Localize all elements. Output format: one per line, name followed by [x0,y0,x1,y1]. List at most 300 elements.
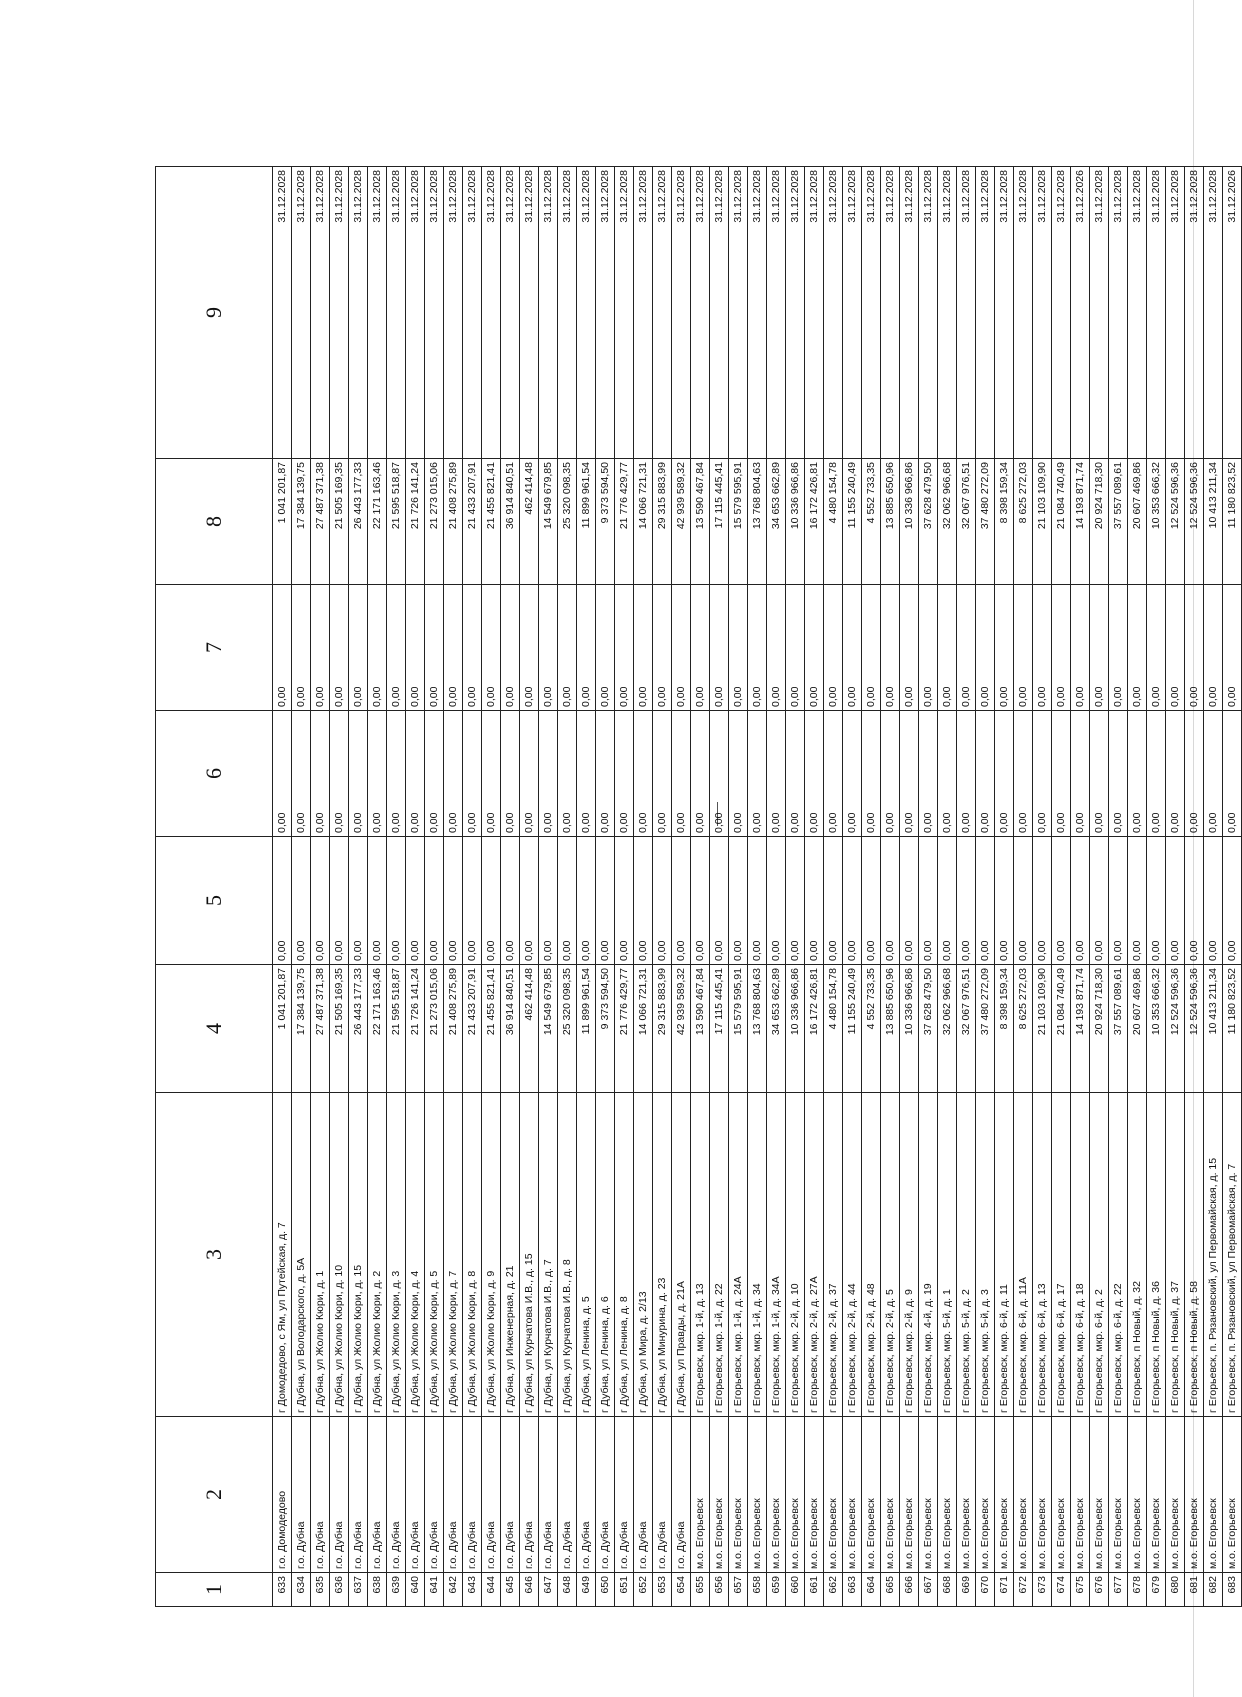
cell-row-number: 633 [273,1573,292,1607]
table-row [482,167,501,1607]
cell-amount-total: 4 480 154,78 [824,965,843,1093]
cell-municipality: м.о. Егорьевск [900,1417,919,1573]
cell-row-number: 647 [539,1573,558,1607]
cell-amount-col7: 0,00 [653,585,672,711]
cell-amount-total: 26 443 177,33 [349,965,368,1093]
cell-amount-col5: 0,00 [729,837,748,965]
cell-amount-total: 21 433 207,91 [463,965,482,1093]
table-row [425,167,444,1607]
cell-deadline-date: 31.12.2028 [957,167,976,459]
cell-deadline-date: 31.12.2028 [596,167,615,459]
cell-amount-col5: 0,00 [311,837,330,965]
cell-amount-total: 21 505 169,35 [330,965,349,1093]
cell-municipality: г.о. Дубна [311,1417,330,1573]
cell-municipality: г.о. Дубна [653,1417,672,1573]
cell-address: г Дубна, ул Курчатова И.В., д. 8 [558,1093,577,1417]
table-row [710,167,729,1607]
cell-row-number: 663 [843,1573,862,1607]
cell-row-number: 665 [881,1573,900,1607]
cell-amount-col6: 0,00 [273,711,292,837]
cell-amount-col5: 0,00 [1166,837,1185,965]
cell-address: г Егорьевск, мкр. 5-й, д. 2 [957,1093,976,1417]
cell-amount-col5: 0,00 [444,837,463,965]
cell-amount-total: 12 524 596,36 [1185,965,1204,1093]
cell-address: г Дубна, ул Жолио Кюри, д. 9 [482,1093,501,1417]
cell-deadline-date: 31.12.2028 [1147,167,1166,459]
cell-amount-total: 8 625 272,03 [1014,965,1033,1093]
cell-amount-total: 37 628 479,50 [919,965,938,1093]
cell-amount-col5: 0,00 [862,837,881,965]
cell-address: г Егорьевск, п. Рязановский, ул Первомайская, д. 15 [1204,1093,1223,1417]
cell-amount-col5: 0,00 [691,837,710,965]
cell-row-number: 662 [824,1573,843,1607]
cell-address: г Дубна, ул Жолио Кюри, д. 15 [349,1093,368,1417]
cell-row-number: 682 [1204,1573,1223,1607]
cell-amount-col8: 14 193 871,74 [1071,459,1090,585]
header-row [156,167,273,1607]
table-row [805,167,824,1607]
cell-amount-total: 4 552 733,35 [862,965,881,1093]
cell-amount-col8: 42 939 589,32 [672,459,691,585]
cell-amount-col5: 0,00 [425,837,444,965]
cell-row-number: 677 [1109,1573,1128,1607]
cell-deadline-date: 31.12.2028 [767,167,786,459]
column-header-1: 1 [156,1573,273,1607]
cell-municipality: г.о. Дубна [425,1417,444,1573]
cell-address: г Дубна, ул Жолио Кюри, д. 1 [311,1093,330,1417]
cell-amount-col7: 0,00 [577,585,596,711]
cell-amount-total: 21 084 740,49 [1052,965,1071,1093]
cell-deadline-date: 31.12.2026 [1071,167,1090,459]
cell-row-number: 635 [311,1573,330,1607]
cell-amount-col8: 8 625 272,03 [1014,459,1033,585]
cell-row-number: 637 [349,1573,368,1607]
cell-deadline-date: 31.12.2028 [672,167,691,459]
cell-amount-col8: 17 384 139,75 [292,459,311,585]
cell-amount-col8: 14 066 721,31 [634,459,653,585]
table-row [520,167,539,1607]
table-row [957,167,976,1607]
cell-amount-col8: 27 487 371,38 [311,459,330,585]
cell-deadline-date: 31.12.2028 [862,167,881,459]
column-header-2: 2 [156,1417,273,1573]
table-row [824,167,843,1607]
cell-amount-col7: 0,00 [1147,585,1166,711]
cell-amount-col5: 0,00 [330,837,349,965]
cell-municipality: г.о. Дубна [463,1417,482,1573]
cell-amount-col5: 0,00 [976,837,995,965]
cell-amount-col6: 0,00 [729,711,748,837]
cell-row-number: 679 [1147,1573,1166,1607]
cell-amount-col6: 0,00 [824,711,843,837]
cell-amount-col7: 0,00 [900,585,919,711]
cell-amount-col6: 0,00 [862,711,881,837]
cell-amount-col7: 0,00 [1223,585,1242,711]
cell-deadline-date: 31.12.2028 [976,167,995,459]
cell-amount-col6: 0,00 [843,711,862,837]
cell-deadline-date: 31.12.2028 [710,167,729,459]
cell-amount-col5: 0,00 [1033,837,1052,965]
cell-deadline-date: 31.12.2028 [1185,167,1204,459]
cell-address: г Егорьевск, мкр. 6-й, д. 17 [1052,1093,1071,1417]
cell-municipality: м.о. Егорьевск [824,1417,843,1573]
cell-deadline-date: 31.12.2028 [1109,167,1128,459]
cell-address: г Дубна, ул Жолио Кюри, д. 3 [387,1093,406,1417]
cell-amount-col5: 0,00 [520,837,539,965]
cell-amount-col6: 0,00 [691,711,710,837]
cell-address: г Егорьевск, мкр. 6-й, д. 13 [1033,1093,1052,1417]
cell-address: г Дубна, ул Жолио Кюри, д. 2 [368,1093,387,1417]
cell-deadline-date: 31.12.2028 [558,167,577,459]
cell-municipality: г.о. Дубна [406,1417,425,1573]
cell-deadline-date: 31.12.2028 [387,167,406,459]
cell-amount-col8: 1 041 201,87 [273,459,292,585]
cell-amount-col6: 0,00 [539,711,558,837]
cell-municipality: г.о. Домодедово [273,1417,292,1573]
cell-amount-total: 17 115 445,41 [710,965,729,1093]
cell-amount-total: 14 193 871,74 [1071,965,1090,1093]
cell-amount-col8: 9 373 594,50 [596,459,615,585]
cell-amount-total: 21 103 109,90 [1033,965,1052,1093]
cell-amount-col6: 0,00 [1223,711,1242,837]
table-row [767,167,786,1607]
cell-amount-col5: 0,00 [463,837,482,965]
column-header-6: 6 [156,711,273,837]
cell-amount-col5: 0,00 [1185,837,1204,965]
cell-amount-col7: 0,00 [311,585,330,711]
cell-deadline-date: 31.12.2028 [292,167,311,459]
cell-municipality: м.о. Егорьевск [1128,1417,1147,1573]
cell-municipality: м.о. Егорьевск [786,1417,805,1573]
cell-amount-col6: 0,00 [1147,711,1166,837]
cell-municipality: г.о. Дубна [634,1417,653,1573]
cell-address: г Дубна, ул Курчатова И.В., д. 15 [520,1093,539,1417]
cell-deadline-date: 31.12.2028 [634,167,653,459]
cell-deadline-date: 31.12.2028 [843,167,862,459]
cell-address: г Егорьевск, мкр. 2-й, д. 5 [881,1093,900,1417]
cell-address: г Егорьевск, мкр. 5-й, д. 3 [976,1093,995,1417]
document-sheet [155,167,1238,1607]
cell-row-number: 673 [1033,1573,1052,1607]
cell-amount-col7: 0,00 [881,585,900,711]
cell-address: г Егорьевск, мкр. 2-й, д. 44 [843,1093,862,1417]
cell-amount-col5: 0,00 [273,837,292,965]
cell-municipality: м.о. Егорьевск [691,1417,710,1573]
cell-address: г Дубна, ул Жолио Кюри, д. 8 [463,1093,482,1417]
table-row [406,167,425,1607]
cell-deadline-date: 31.12.2028 [729,167,748,459]
cell-municipality: м.о. Егорьевск [710,1417,729,1573]
cell-address: г Егорьевск, п Новый, д. 36 [1147,1093,1166,1417]
cell-row-number: 642 [444,1573,463,1607]
cell-amount-col6: 0,00 [349,711,368,837]
cell-deadline-date: 31.12.2028 [406,167,425,459]
cell-amount-col6: 0,00 [995,711,1014,837]
cell-amount-col8: 10 353 666,32 [1147,459,1166,585]
cell-amount-col7: 0,00 [539,585,558,711]
cell-row-number: 674 [1052,1573,1071,1607]
cell-amount-col7: 0,00 [786,585,805,711]
cell-amount-col5: 0,00 [634,837,653,965]
cell-municipality: г.о. Дубна [520,1417,539,1573]
cell-amount-col8: 22 171 163,46 [368,459,387,585]
cell-municipality: м.о. Егорьевск [1147,1417,1166,1573]
cell-address: г Домодедово, с Ям, ул Путейская, д. 7 [273,1093,292,1417]
cell-address: г Дубна, ул Минурина, д. 23 [653,1093,672,1417]
column-header-3: 3 [156,1093,273,1417]
cell-amount-col5: 0,00 [824,837,843,965]
cell-amount-total: 12 524 596,36 [1166,965,1185,1093]
cell-address: г Егорьевск, мкр. 1-й, д. 34 [748,1093,767,1417]
cell-amount-col6: 0,00 [596,711,615,837]
cell-amount-col5: 0,00 [387,837,406,965]
table-row [843,167,862,1607]
cell-amount-col6: 0,00 [767,711,786,837]
cell-amount-total: 9 373 594,50 [596,965,615,1093]
table-row [748,167,767,1607]
cell-amount-col8: 20 607 469,86 [1128,459,1147,585]
cell-amount-col6: 0,00 [387,711,406,837]
cell-address: г Дубна, ул Жолио Кюри, д. 4 [406,1093,425,1417]
cell-amount-col8: 34 653 662,89 [767,459,786,585]
cell-row-number: 660 [786,1573,805,1607]
cell-amount-col5: 0,00 [558,837,577,965]
table-row [1166,167,1185,1607]
table-row [558,167,577,1607]
cell-municipality: г.о. Дубна [387,1417,406,1573]
cell-address: г Егорьевск, мкр. 2-й, д. 37 [824,1093,843,1417]
table-row [919,167,938,1607]
cell-amount-col8: 20 924 718,30 [1090,459,1109,585]
cell-municipality: м.о. Егорьевск [805,1417,824,1573]
cell-amount-total: 13 590 467,84 [691,965,710,1093]
table-row [691,167,710,1607]
cell-deadline-date: 31.12.2028 [881,167,900,459]
cell-municipality: м.о. Егорьевск [843,1417,862,1573]
cell-municipality: м.о. Егорьевск [1071,1417,1090,1573]
cell-amount-col6: 0,00 [425,711,444,837]
cell-row-number: 661 [805,1573,824,1607]
cell-amount-col7: 0,00 [957,585,976,711]
cell-amount-col8: 21 726 141,24 [406,459,425,585]
cell-row-number: 646 [520,1573,539,1607]
cell-amount-col7: 0,00 [995,585,1014,711]
cell-address: г Дубна, ул Жолио Кюри, д. 10 [330,1093,349,1417]
cell-amount-col6: 0,00 [1014,711,1033,837]
cell-amount-col8: 21 505 169,35 [330,459,349,585]
cell-row-number: 657 [729,1573,748,1607]
cell-municipality: м.о. Егорьевск [1014,1417,1033,1573]
cell-row-number: 675 [1071,1573,1090,1607]
table-row [1204,167,1223,1607]
table-row [292,167,311,1607]
table-row [1071,167,1090,1607]
cell-amount-col8: 37 557 089,61 [1109,459,1128,585]
cell-municipality: м.о. Егорьевск [1166,1417,1185,1573]
cell-amount-col7: 0,00 [843,585,862,711]
cell-amount-total: 21 726 141,24 [406,965,425,1093]
cell-deadline-date: 31.12.2028 [995,167,1014,459]
cell-amount-col6: 0,00 [957,711,976,837]
cell-row-number: 651 [615,1573,634,1607]
table-row [634,167,653,1607]
cell-deadline-date: 31.12.2028 [330,167,349,459]
cell-amount-total: 1 041 201,87 [273,965,292,1093]
cell-address: г Егорьевск, мкр. 2-й, д. 48 [862,1093,881,1417]
cell-amount-col7: 0,00 [1128,585,1147,711]
table-row [1185,167,1204,1607]
cell-amount-col7: 0,00 [1185,585,1204,711]
cell-deadline-date: 31.12.2028 [368,167,387,459]
table-row [596,167,615,1607]
cell-deadline-date: 31.12.2028 [463,167,482,459]
cell-deadline-date: 31.12.2028 [653,167,672,459]
cell-amount-col7: 0,00 [520,585,539,711]
cell-amount-total: 21 455 821,41 [482,965,501,1093]
cell-amount-col7: 0,00 [292,585,311,711]
cell-amount-col6: 0,00 [368,711,387,837]
cell-amount-col5: 0,00 [292,837,311,965]
cell-amount-col6: 0,00 [919,711,938,837]
cell-row-number: 645 [501,1573,520,1607]
cell-amount-col5: 0,00 [1109,837,1128,965]
cell-row-number: 655 [691,1573,710,1607]
cell-amount-col8: 13 768 804,63 [748,459,767,585]
cell-amount-col6: 0,00 [653,711,672,837]
cell-amount-col5: 0,00 [349,837,368,965]
cell-amount-col8: 4 552 733,35 [862,459,881,585]
cell-amount-col8: 13 885 650,96 [881,459,900,585]
table-row [444,167,463,1607]
cell-amount-col6: 0,00 [520,711,539,837]
cell-amount-col6: 0,00 [710,711,729,837]
cell-amount-total: 10 413 211,34 [1204,965,1223,1093]
cell-municipality: г.о. Дубна [596,1417,615,1573]
cell-amount-col6: 0,00 [900,711,919,837]
table-row [672,167,691,1607]
cell-amount-col6: 0,00 [976,711,995,837]
cell-amount-col6: 0,00 [577,711,596,837]
cell-deadline-date: 31.12.2028 [748,167,767,459]
cell-municipality: г.о. Дубна [330,1417,349,1573]
cell-amount-col7: 0,00 [615,585,634,711]
cell-amount-col8: 21 408 275,89 [444,459,463,585]
cell-amount-col8: 29 315 883,99 [653,459,672,585]
cell-amount-col8: 25 320 098,35 [558,459,577,585]
cell-municipality: г.о. Дубна [349,1417,368,1573]
table-row [1052,167,1071,1607]
cell-amount-col6: 0,00 [311,711,330,837]
cell-amount-col5: 0,00 [919,837,938,965]
table-row [311,167,330,1607]
cell-amount-col6: 0,00 [672,711,691,837]
cell-amount-col5: 0,00 [596,837,615,965]
cell-amount-col6: 0,00 [615,711,634,837]
cell-amount-col7: 0,00 [729,585,748,711]
cell-row-number: 650 [596,1573,615,1607]
cell-amount-total: 20 607 469,86 [1128,965,1147,1093]
cell-address: г Егорьевск, мкр. 1-й, д. 24А [729,1093,748,1417]
table-row [976,167,995,1607]
cell-address: г Дубна, ул Курчатова И.В., д. 7 [539,1093,558,1417]
cell-amount-total: 37 557 089,61 [1109,965,1128,1093]
cell-amount-col7: 0,00 [387,585,406,711]
cell-row-number: 653 [653,1573,672,1607]
table-row [273,167,292,1607]
cell-amount-col6: 0,00 [1166,711,1185,837]
cell-municipality: м.о. Егорьевск [748,1417,767,1573]
cell-amount-col8: 10 336 966,86 [900,459,919,585]
cell-address: г Дубна, ул Мира, д. 2/13 [634,1093,653,1417]
table-row [463,167,482,1607]
cell-amount-col8: 462 414,48 [520,459,539,585]
cell-amount-col6: 0,00 [501,711,520,837]
cell-amount-col7: 0,00 [767,585,786,711]
cell-deadline-date: 31.12.2028 [805,167,824,459]
cell-amount-col7: 0,00 [425,585,444,711]
cell-amount-col6: 0,00 [786,711,805,837]
cell-row-number: 654 [672,1573,691,1607]
cell-municipality: г.о. Дубна [539,1417,558,1573]
cell-deadline-date: 31.12.2028 [919,167,938,459]
cell-amount-col5: 0,00 [767,837,786,965]
table-row [881,167,900,1607]
cell-municipality: г.о. Дубна [444,1417,463,1573]
table-row [387,167,406,1607]
table-row [653,167,672,1607]
cell-amount-total: 37 480 272,09 [976,965,995,1093]
cell-amount-col7: 0,00 [463,585,482,711]
cell-municipality: г.о. Дубна [368,1417,387,1573]
cell-amount-col8: 10 413 211,34 [1204,459,1223,585]
cell-amount-total: 25 320 098,35 [558,965,577,1093]
cell-amount-total: 13 768 804,63 [748,965,767,1093]
table-row [615,167,634,1607]
table-row [539,167,558,1607]
cell-amount-total: 14 549 679,85 [539,965,558,1093]
table-body [273,167,1242,1607]
cell-amount-total: 21 776 429,77 [615,965,634,1093]
table-row [1014,167,1033,1607]
cell-row-number: 652 [634,1573,653,1607]
cell-deadline-date: 31.12.2028 [501,167,520,459]
cell-deadline-date: 31.12.2028 [273,167,292,459]
cell-amount-col8: 10 336 966,86 [786,459,805,585]
cell-amount-total: 20 924 718,30 [1090,965,1109,1093]
cell-amount-col5: 0,00 [615,837,634,965]
cell-amount-total: 11 899 961,54 [577,965,596,1093]
table-row [1128,167,1147,1607]
cell-municipality: г.о. Дубна [501,1417,520,1573]
cell-municipality: м.о. Егорьевск [1033,1417,1052,1573]
cell-address: г Дубна, ул Жолио Кюри, д. 7 [444,1093,463,1417]
cell-amount-total: 10 336 966,86 [900,965,919,1093]
cell-amount-total: 32 067 976,51 [957,965,976,1093]
cell-address: г Дубна, ул Ленина, д. 6 [596,1093,615,1417]
cell-amount-col7: 0,00 [805,585,824,711]
cell-amount-total: 36 914 840,51 [501,965,520,1093]
cell-address: г Дубна, ул Ленина, д. 8 [615,1093,634,1417]
cell-address: г Егорьевск, мкр. 2-й, д. 9 [900,1093,919,1417]
table-row [501,167,520,1607]
cell-deadline-date: 31.12.2028 [824,167,843,459]
cell-amount-col7: 0,00 [710,585,729,711]
cell-amount-col7: 0,00 [444,585,463,711]
cell-deadline-date: 31.12.2028 [1166,167,1185,459]
cell-amount-total: 13 885 650,96 [881,965,900,1093]
cell-amount-col7: 0,00 [1071,585,1090,711]
cell-municipality: м.о. Егорьевск [729,1417,748,1573]
